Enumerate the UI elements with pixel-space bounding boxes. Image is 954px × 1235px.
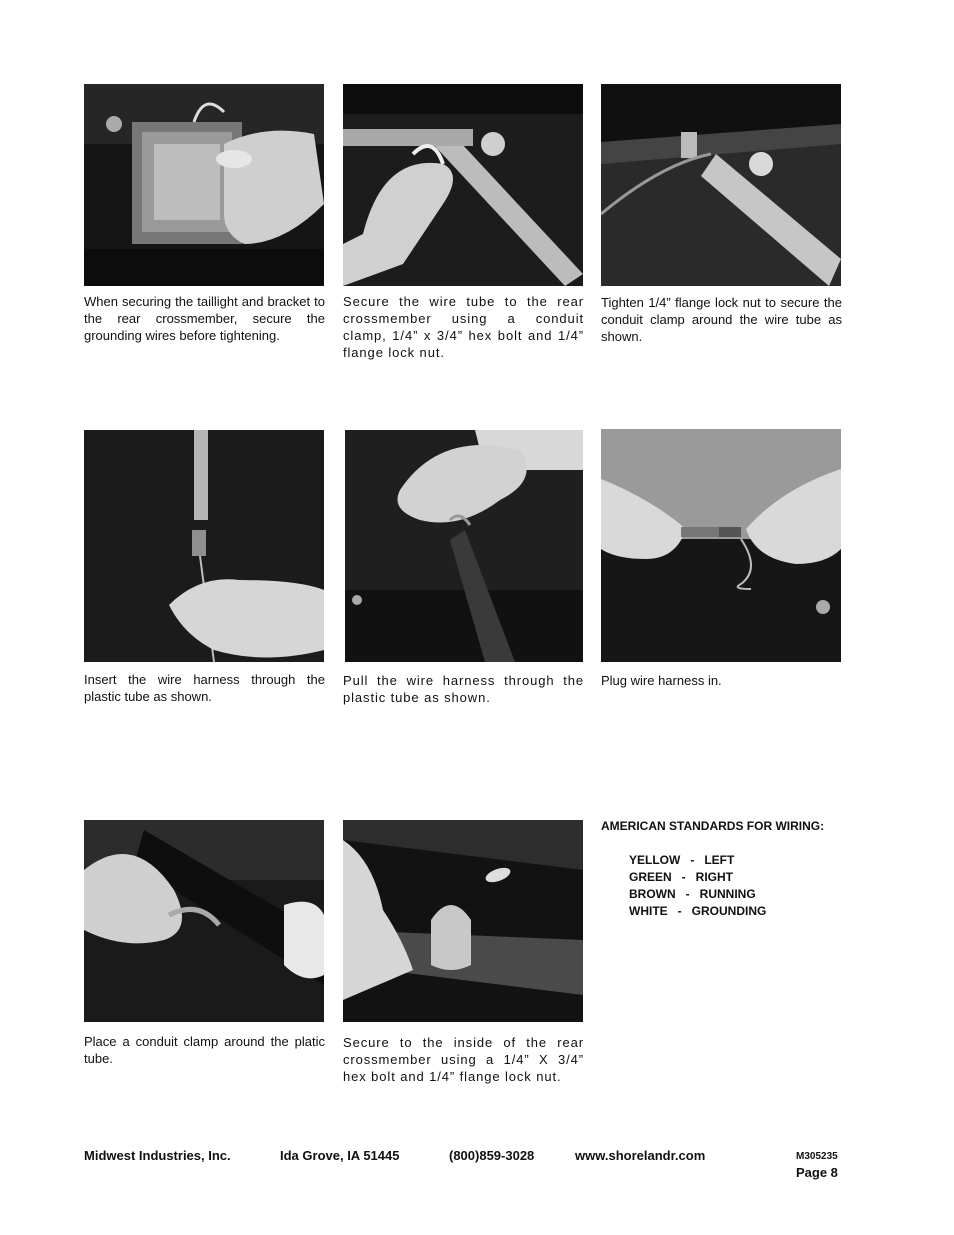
photo-plug-harness <box>601 429 841 662</box>
photo-flange-nut <box>601 84 841 286</box>
footer-location: Ida Grove, IA 51445 <box>280 1148 400 1163</box>
step-caption-3: Tighten 1/4” flange lock nut to secure the conduit clamp around the wire tube as shown. <box>601 295 842 344</box>
wiring-standards-heading: AMERICAN STANDARDS FOR WIRING: <box>601 819 825 833</box>
photo-taillight-bracket <box>84 84 324 286</box>
wiring-row: GREEN - RIGHT <box>629 870 734 884</box>
step-caption-2: Secure the wire tube to the rear crossmember using a conduit clamp, 1/4” x 3/4” hex bolt and 1/4” flange lock nut. <box>343 294 584 360</box>
photo-conduit-clamp-tube <box>84 820 324 1022</box>
photo-secure-crossmember <box>343 820 583 1022</box>
wiring-row: WHITE - GROUNDING <box>629 904 767 918</box>
footer-page-number: Page 8 <box>796 1165 838 1180</box>
step-caption-6: Plug wire harness in. <box>601 673 722 688</box>
step-caption-4: Insert the wire harness through the plastic tube as shown. <box>84 672 325 704</box>
photo-wire-tube-clamp <box>343 84 583 286</box>
wiring-standards <box>601 818 861 920</box>
footer-model-number: M305235 <box>796 1151 838 1162</box>
footer-company: Midwest Industries, Inc. <box>84 1148 231 1163</box>
footer-website: www.shorelandr.com <box>575 1148 706 1163</box>
photo-pull-harness <box>345 430 583 662</box>
wiring-row: BROWN - RUNNING <box>629 887 756 901</box>
wiring-row: YELLOW - LEFT <box>629 853 735 867</box>
step-caption-1: When securing the taillight and bracket to the rear crossmember, secure the grounding wires before tightening. <box>84 294 325 343</box>
step-caption-5: Pull the wire harness through the plastic tube as shown. <box>343 673 584 705</box>
step-caption-7: Place a conduit clamp around the platic tube. <box>84 1034 325 1066</box>
step-caption-8: Secure to the inside of the rear crossmember using a 1/4” X 3/4” hex bolt and 1/4” flange lock nut. <box>343 1035 584 1084</box>
footer-phone: (800)859-3028 <box>449 1148 535 1163</box>
photo-insert-harness <box>84 430 324 662</box>
